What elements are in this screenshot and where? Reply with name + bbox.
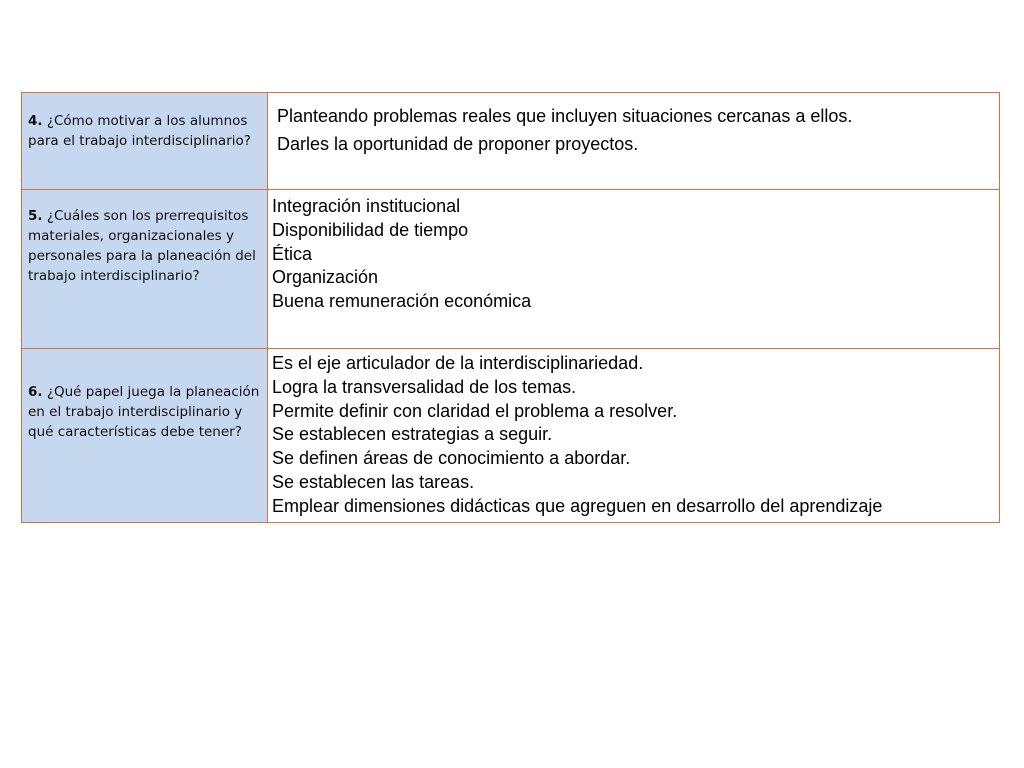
qa-table (21, 92, 1000, 523)
answer-line: Se establecen estrategias a seguir. (272, 424, 553, 445)
answer-line: Permite definir con claridad el problema a resolver. (272, 400, 678, 421)
question-cell (22, 349, 268, 523)
answer-line: Planteando problemas reales que incluyen situaciones cercanas a ellos. (277, 106, 853, 126)
answer-line: Ética (272, 243, 313, 264)
answer-cell (268, 349, 1000, 523)
answer-line: Buena remuneración económica (272, 291, 532, 312)
question-cell (22, 93, 268, 190)
answer-line: Disponibilidad de tiempo (272, 219, 469, 240)
question-number: 5. (28, 208, 43, 224)
answer-line: Integración institucional (272, 196, 461, 216)
answer-line: Emplear dimensiones didácticas que agreguen en desarrollo del aprendizaje (272, 495, 883, 516)
table-row (22, 349, 1000, 523)
answer-cell (268, 93, 1000, 190)
table-row (22, 93, 1000, 190)
answer-line: Se definen áreas de conocimiento a abordar. (272, 448, 631, 469)
answer-cell (268, 190, 1000, 349)
question-number: 4. (28, 113, 43, 129)
answer-line: Logra la transversalidad de los temas. (272, 376, 577, 397)
answer-line: Organización (272, 267, 379, 288)
answer-line: Se establecen las tareas. (272, 471, 475, 492)
question-text: ¿Cómo motivar a los alumnos para el trabajo interdisciplinario? (28, 113, 251, 149)
answer-line: Darles la oportunidad de proponer proyectos. (277, 134, 639, 154)
question-cell (22, 190, 268, 349)
question-text: ¿Cuáles son los prerrequisitos materiales, organizacionales y personales para la planeación del trabajo interdisciplinario? (28, 208, 256, 284)
answer-line: Es el eje articulador de la interdisciplinariedad. (272, 353, 644, 373)
question-text: ¿Qué papel juega la planeación en el trabajo interdisciplinario y qué características debe tener? (28, 384, 260, 440)
table-row (22, 190, 1000, 349)
question-number: 6. (28, 384, 43, 400)
